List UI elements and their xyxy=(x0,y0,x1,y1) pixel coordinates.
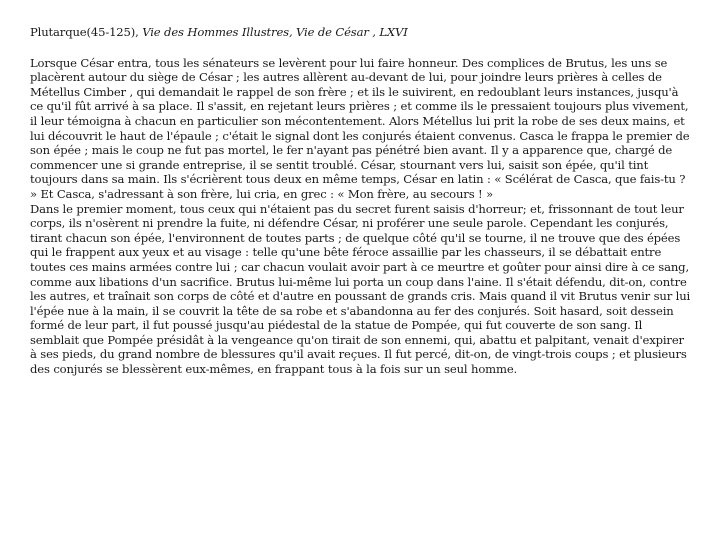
document-page xyxy=(30,25,694,377)
paragraph-1: Lorsque César entra, tous les sénateurs se levèrent pour lui faire honneur. Des complices de Brutus, les uns se placèrent autour du siège de César ; les autres allèrent au-devant de lui, pour joindre leurs prières à celles de Métellus Cimber , qui demandait le rappel de son frère ; et ils le suivirent, en redoublant leurs instances, jusqu'à ce qu'il fût arrivé à sa place. Il s'assit, en rejetant leurs prières ; et comme ils le pressaient toujours plus vivement, il leur témoigna à chacun en particulier son mécontentement. Alors Métellus lui prit la robe de ses deux mains, et lui découvrit le haut de l'épaule ; c'était le signal dont les conjurés étaient convenus. Casca le frappa le premier de son épée ; mais le coup ne fut pas mortel, le fer n'ayant pas pénétré bien avant. Il y a apparence que, chargé de commencer une si grande entreprise, il se sentit troublé. César, stournant vers lui, saisit son épée, qu'il tint toujours dans sa main. Ils s'écrièrent tous deux en même temps, César en latin : « Scélérat de Casca, que fais-tu ? » Et Casca, s'adressant à son frère, lui cria, en grec : « Mon frère, au secours ! » xyxy=(30,55,690,201)
work-title: Vie des Hommes Illustres, Vie de César , LXVI xyxy=(142,25,408,39)
document-header xyxy=(30,25,694,40)
author-citation: Plutarque(45-125), xyxy=(30,25,143,39)
paragraph-2: Dans le premier moment, tous ceux qui n'étaient pas du secret furent saisis d'horreur; et, frissonnant de tout leur corps, ils n'osèrent ni prendre la fuite, ni défendre César, ni proférer une seule parole. Cependant les conjurés, tirant chacun son épée, l'environnent de toutes parts ; de quelque côté qu'il se tourne, il ne trouve que des épées qui le frappent aux yeux et au visage : telle qu'une bête féroce assaillie par les chasseurs, il se débattait entre toutes ces mains armées contre lui ; car chacun voulait avoir part à ce meurtre et goûter pour ainsi dire à ce sang, comme aux libations d'un sacrifice. Brutus lui-même lui porta un coup dans l'aine. Il s'était défendu, dit-on, contre les autres, et traînait son corps de côté et d'autre en poussant de grands cris. Mais quand il vit Brutus venir sur lui l'épée nue à la main, il se couvrit la tête de sa robe et s'abandonna au fer des conjurés. Soit hasard, soit dessein formé de leur part, il fut poussé jusqu'au piédestal de la statue de Pompée, qui fut couverte de son sang. Il semblait que Pompée présidât à la vengeance qu'on tirait de son ennemi, qui, abattu et palpitant, venait d'expirer à ses pieds, du grand nombre de blessures qu'il avait reçues. Il fut percé, dit-on, de vingt-trois coups ; et plusieurs des conjurés se blessèrent eux-mêmes, en frappant tous à la fois sur un seul homme. xyxy=(30,201,691,377)
